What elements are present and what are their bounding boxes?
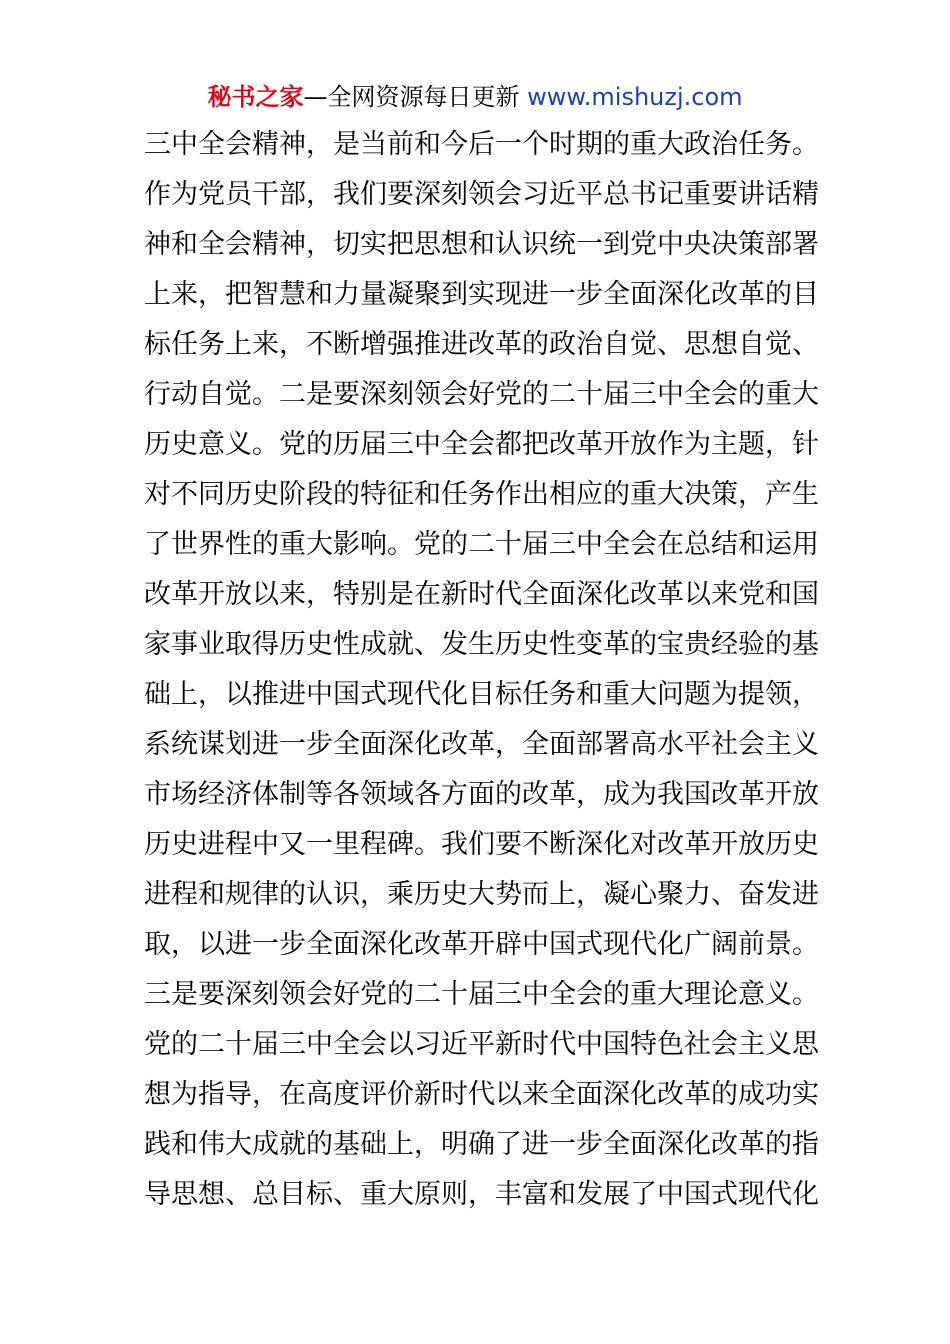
text-line: 导思想、总目标、重大原则，丰富和发展了中国式现代化 bbox=[144, 1179, 819, 1210]
text-line: 历史进程中又一里程碑。我们要不断深化对改革开放历史 bbox=[144, 829, 819, 860]
text-line: 历史意义。党的历届三中全会都把改革开放作为主题，针 bbox=[144, 429, 819, 460]
text-line: 行动自觉。二是要深刻领会好党的二十届三中全会的重大 bbox=[144, 379, 819, 410]
text-line: 党的二十届三中全会以习近平新时代中国特色社会主义思 bbox=[144, 1029, 819, 1060]
document-body bbox=[144, 120, 824, 1220]
text-line: 践和伟大成就的基础上，明确了进一步全面深化改革的指 bbox=[144, 1129, 819, 1160]
text-line: 神和全会精神，切实把思想和认识统一到党中央决策部署 bbox=[144, 229, 819, 260]
text-line: 标任务上来，不断增强推进改革的政治自觉、思想自觉、 bbox=[144, 329, 819, 360]
site-url[interactable]: www.mishuzj.com bbox=[527, 83, 743, 111]
text-line: 系统谋划进一步全面深化改革，全面部署高水平社会主义 bbox=[144, 729, 819, 760]
text-line: 家事业取得历史性成就、发生历史性变革的宝贵经验的基 bbox=[144, 629, 819, 660]
text-line: 市场经济体制等各领域各方面的改革，成为我国改革开放 bbox=[144, 779, 819, 810]
text-line: 础上，以推进中国式现代化目标任务和重大问题为提领， bbox=[144, 679, 819, 710]
text-line: 上来，把智慧和力量凝聚到实现进一步全面深化改革的目 bbox=[144, 279, 819, 310]
text-line: 三是要深刻领会好党的二十届三中全会的重大理论意义。 bbox=[144, 979, 819, 1010]
text-line: 了世界性的重大影响。党的二十届三中全会在总结和运用 bbox=[144, 529, 819, 560]
text-line: 作为党员干部，我们要深刻领会习近平总书记重要讲话精 bbox=[144, 179, 819, 210]
text-line: 进程和规律的认识，乘历史大势而上，凝心聚力、奋发进 bbox=[144, 879, 819, 910]
text-line: 改革开放以来，特别是在新时代全面深化改革以来党和国 bbox=[144, 579, 819, 610]
text-line: 想为指导，在高度评价新时代以来全面深化改革的成功实 bbox=[144, 1079, 819, 1110]
text-line: 对不同历史阶段的特征和任务作出相应的重大决策，产生 bbox=[144, 479, 819, 510]
brand-name: 秘书之家 bbox=[207, 83, 304, 111]
text-line: 取，以进一步全面深化改革开辟中国式现代化广阔前景。 bbox=[144, 929, 819, 960]
header-tagline: —全网资源每日更新 bbox=[303, 83, 528, 111]
page-header bbox=[0, 80, 950, 114]
text-line: 三中全会精神，是当前和今后一个时期的重大政治任务。 bbox=[144, 129, 819, 160]
